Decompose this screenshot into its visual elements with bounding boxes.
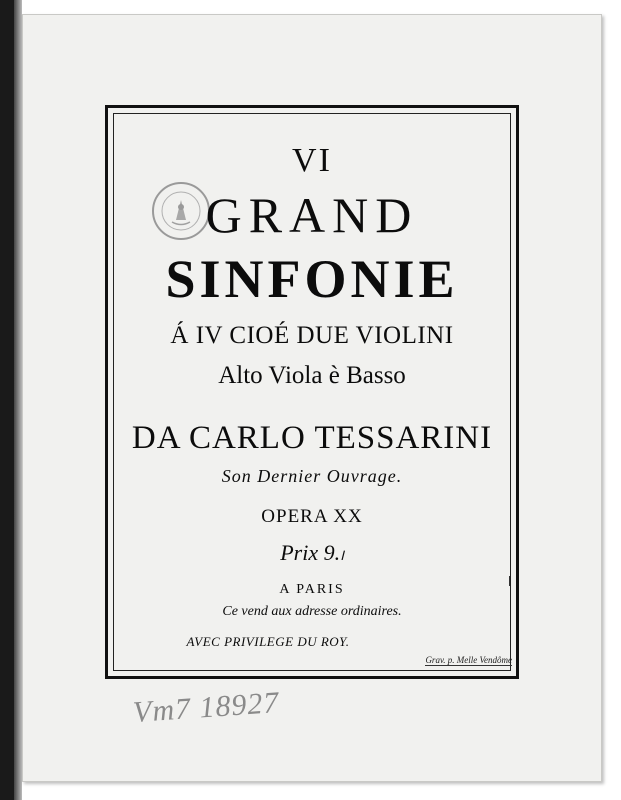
royal-privilege: AVEC PRIVILEGE DU ROY. <box>186 634 350 649</box>
engraver-credit: Grav. p. Melle Vendôme <box>425 655 512 665</box>
composer: DA CARLO TESSARINI <box>131 420 493 456</box>
spine-shadow <box>14 0 22 800</box>
seller-note: Ce vend aux adresse ordinaires. <box>222 604 402 619</box>
publication-city: A PARIS <box>279 582 345 597</box>
instrumentation-continued: Alto Viola è Basso <box>218 362 406 389</box>
title-sinfonie: SINFONIE <box>165 249 459 309</box>
engraved-frame <box>105 105 519 679</box>
engraving-mark <box>509 576 510 586</box>
instrumentation: Á IV CIOÉ DUE VIOLINI <box>170 322 454 349</box>
pencil-shelfmark: Vm7 18927 <box>131 685 281 730</box>
title-number: VI <box>292 142 332 179</box>
opus-number: OPERA XX <box>261 506 363 527</box>
last-work-note: Son Dernier Ouvrage. <box>221 466 403 486</box>
price: Prix 9.ₗ <box>280 540 344 565</box>
book-spine <box>0 0 14 800</box>
title-page <box>22 14 602 782</box>
title-grand: GRAND <box>205 187 419 243</box>
